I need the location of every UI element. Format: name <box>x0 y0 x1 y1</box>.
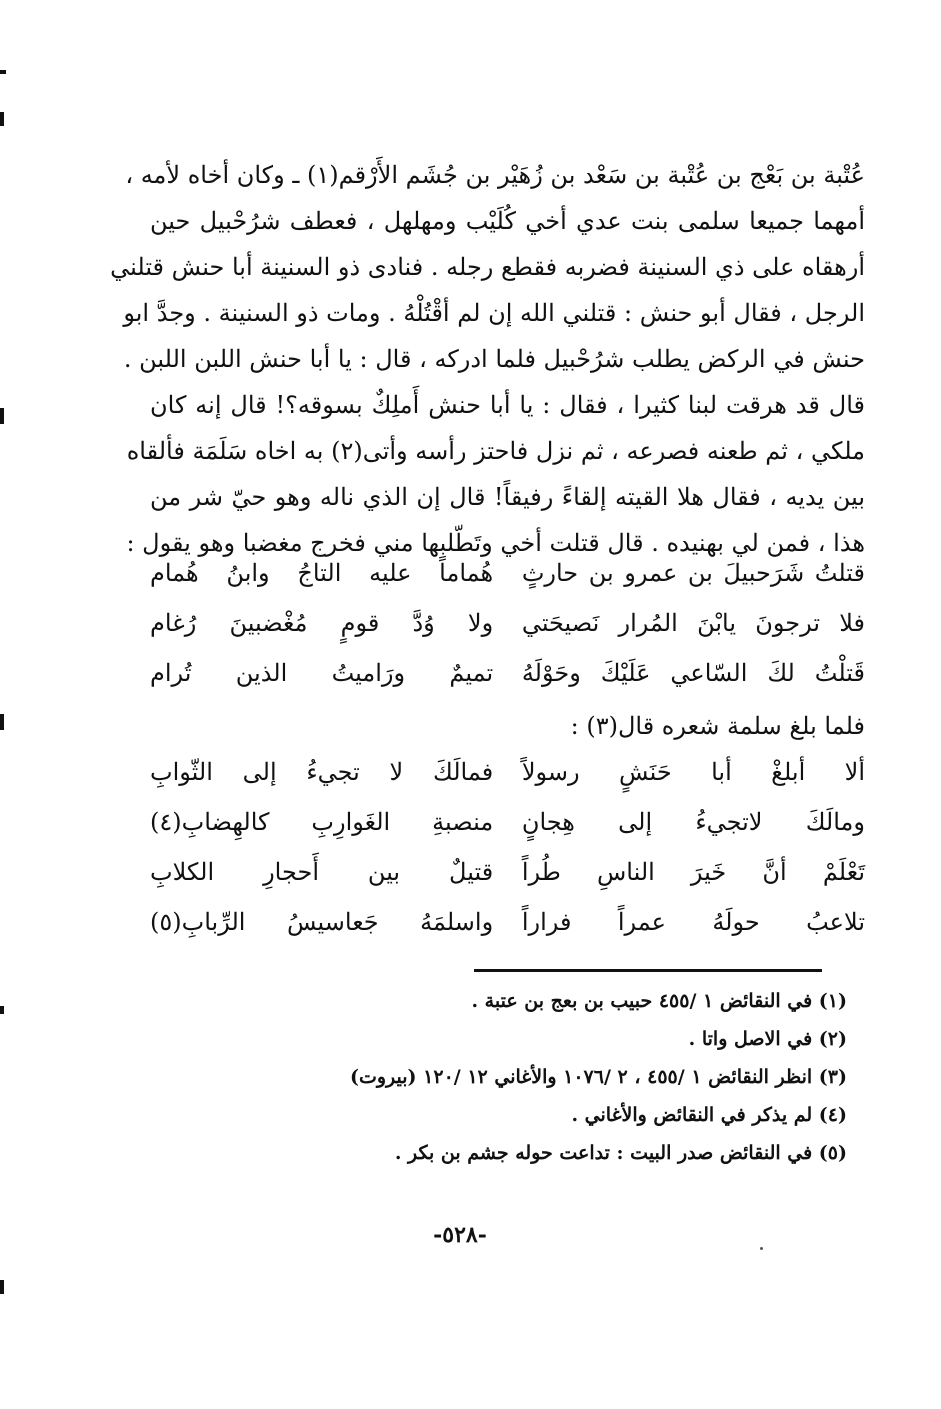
footnote: (١) في النقائض ١ /٤٥٥ حبيب بن بعج بن عتبة . <box>471 990 847 1012</box>
binding-mark <box>0 112 4 126</box>
poem-intro-line: فلما بلغ سلمة شعره قال(٣) : <box>570 712 865 740</box>
footnote: (٣) انظر النقائض ١ /٤٥٥ ، ٢ /١٠٧٦ والأغاني ١٢ /١٢٠ (بيروت) <box>349 1066 847 1088</box>
verse-line <box>150 598 865 648</box>
footnote: (٢) في الاصل واتا . <box>688 1028 847 1050</box>
binding-mark <box>0 1280 4 1294</box>
verse-second-hemistich: قتيلٌ بين أَحجارِ الكلابِ <box>150 858 494 886</box>
footnote: (٤) لم يذكر في النقائض والأغاني . <box>571 1104 847 1126</box>
verse-second-hemistich: هُماماً عليه التاجُ وابنُ هُمام <box>150 559 494 587</box>
verse-line <box>150 648 865 698</box>
prose-line: الرجل ، فقال أبو حنش : قتلني الله إن لم أقْتُلْهُ . ومات ذو السنينة . وجدَّ ابو <box>123 299 865 327</box>
verse-line <box>150 897 865 947</box>
verse-line <box>150 797 865 847</box>
verse-line <box>150 747 865 797</box>
prose-line: هذا ، فمن لي بهنيده . قال قتلت أخي وتَطّلبها مني فخرج مغضبا وهو يقول : <box>126 529 865 557</box>
prose-line: بين يديه ، فقال هلا القيته إلقاءً رفيقاً! قال إن الذي ناله وهو حيّ شر من <box>150 483 866 511</box>
verse-first-hemistich: فلا ترجونَ يابْنَ المُرار نَصيحَتي <box>521 609 865 637</box>
verse-first-hemistich: قتلتُ شَرَحبيلَ بن عمرو بن حارثٍ <box>521 559 865 587</box>
verse-first-hemistich: ألا أبلغْ أبا حَنَشٍ رسولاً <box>521 758 865 786</box>
scan-speck <box>760 1247 763 1250</box>
verse-second-hemistich: فمالَكَ لا تجيءُ إلى الثّوابِ <box>150 758 494 786</box>
verse-first-hemistich: ومالَكَ لاتجيءُ إلى هِجانٍ <box>521 808 865 836</box>
verse-second-hemistich: منصبةِ الغَوارِبِ كالهِضابِ(٤) <box>150 808 494 836</box>
prose-line: قال قد هرقت لبنا كثيرا ، فقال : يا أبا حنش أَملِكٌ بسوقه؟! قال إنه كان <box>150 391 865 419</box>
poem-salama <box>150 747 865 947</box>
verse-second-hemistich: ولا وُدَّ قومٍ مُغْضبينَ رُغام <box>150 609 494 637</box>
prose-line: عُتْبة بن بَعْج بن عُتْبة بن سَعْد بن زُهَيْر بن جُشَم الأَرْقم(١) ـ وكان أخاه لأمه ، <box>125 161 865 189</box>
page-number: -٥٢٨- <box>433 1222 487 1248</box>
footnotes <box>150 982 847 1172</box>
prose-line: حنش في الركض يطلب شرُحْبيل فلما ادركه ، قال : يا أبا حنش اللبن اللبن . <box>123 345 865 373</box>
footnote: (٥) في النقائض صدر البيت : تداعت حوله جشم بن بكر . <box>394 1142 847 1164</box>
binding-mark <box>0 714 4 730</box>
binding-mark <box>0 70 6 74</box>
poem-abu-hanash <box>150 548 865 698</box>
binding-mark <box>0 408 4 424</box>
verse-first-hemistich: تلاعبُ حولَهُ عمراً فراراً <box>521 908 865 936</box>
verse-line <box>150 548 865 598</box>
binding-mark <box>0 1006 4 1014</box>
verse-first-hemistich: قَتلْتُ لكَ السّاعي عَلَيْكَ وحَوْلَهُ <box>521 659 865 687</box>
verse-line <box>150 847 865 897</box>
footnote-divider <box>474 969 822 972</box>
verse-second-hemistich: تميمٌ ورَاميتُ الذين تُرام <box>150 659 494 687</box>
prose-paragraph <box>110 152 866 566</box>
prose-line: أرهقاه على ذي السنينة فضربه فقطع رجله . فنادى ذو السنينة أبا حنش قتلني <box>110 253 865 281</box>
prose-line: أمهما جميعا سلمى بنت عدي أخي كُلَيْب ومهلهل ، فعطف شرُحْبيل حين <box>150 207 866 235</box>
prose-line: ملكي ، ثم طعنه فصرعه ، ثم نزل فاحتز رأسه وأتى(٢) به اخاه سَلَمَة فألقاه <box>126 437 865 465</box>
verse-first-hemistich: تَعْلَمْ أنَّ خَيرَ الناسِ طُراً <box>521 858 865 886</box>
verse-second-hemistich: واسلمَهُ جَعاسيسُ الرِّبابِ(٥) <box>150 908 494 936</box>
